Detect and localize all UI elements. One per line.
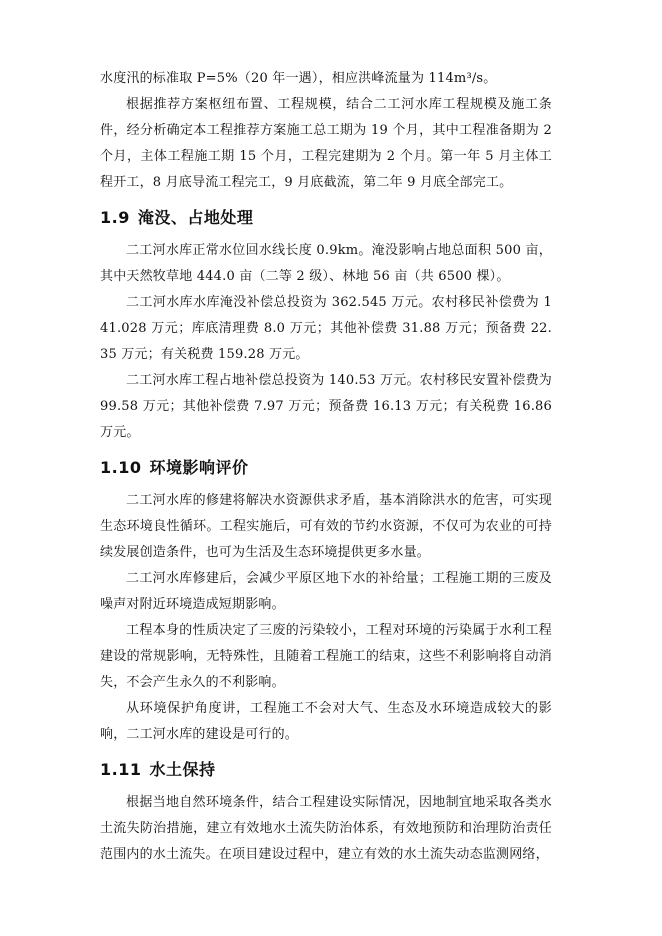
- document-body: [100, 66, 552, 868]
- section-title: 环境影响评价: [149, 458, 249, 477]
- paragraph-construction-schedule: 根据推荐方案枢纽布置、工程规模，结合二工河水库工程规模及施工条件，经分析确定本工程推荐方案施工总工期为 19 个月，其中工程准备期为 2 个月，主体工程施工期 15 个月，工程完建期为 2 个月。第一年 5 月主体工程开工，8 月底导流工程完工，9 月底截流，第二年 9 月底全部完工。: [100, 97, 552, 190]
- section-number: 1.11: [100, 760, 142, 779]
- section-heading-1-11: [100, 754, 552, 786]
- paragraph-inundation-area: 二工河水库正常水位回水线长度 0.9km。淹没影响占地总面积 500 亩，其中天然牧草地 444.0 亩（二等 2 级）、林地 56 亩（共 6500 棵）。: [100, 243, 552, 284]
- section-number: 1.9: [100, 208, 130, 227]
- section-title: 淹没、占地处理: [137, 208, 254, 227]
- section-title: 水土保持: [149, 760, 216, 779]
- section-heading-1-10: [100, 452, 552, 484]
- paragraph-land-compensation: 二工河水库工程占地补偿总投资为 140.53 万元。农村移民安置补偿费为 99.58 万元；其他补偿费 7.97 万元；预备费 16.13 万元；有关税费 16.86 万元。: [100, 373, 552, 440]
- paragraph-environment-conclusion: 从环境保护角度讲，工程施工不会对大气、生态及水环境造成较大的影响，二工河水库的建设是可行的。: [100, 701, 552, 742]
- paragraph-environment-benefit: 二工河水库的修建将解决水资源供求矛盾，基本消除洪水的危害，可实现生态环境良性循环。工程实施后，可有效的节约水资源，不仅可为农业的可持续发展创造条件，也可为生活及生态环境提供更多水量。: [100, 493, 552, 560]
- paragraph-flood-standard: 水度汛的标准取 P=5%（20 年一遇），相应洪峰流量为 114m³/s。: [100, 71, 497, 86]
- paragraph-inundation-compensation: 二工河水库水库淹没补偿总投资为 362.545 万元。农村移民补偿费为 141.028 万元；库底清理费 8.0 万元；其他补偿费 31.88 万元；预备费 22.35 万元；有关税费 159.28 万元。: [100, 295, 552, 362]
- paragraph-pollution-nature: 工程本身的性质决定了三废的污染较小，工程对环境的污染属于水利工程建设的常规影响，无特殊性，且随着工程施工的结束，这些不利影响将自动消失，不会产生永久的不利影响。: [100, 623, 552, 690]
- paragraph-environment-impact: 二工河水库修建后，会减少平原区地下水的补给量；工程施工期的三废及噪声对附近环境造成短期影响。: [100, 571, 552, 612]
- section-heading-1-9: [100, 202, 552, 234]
- paragraph-soil-conservation: 根据当地自然环境条件，结合工程建设实际情况，因地制宜地采取各类水土流失防治措施，建立有效地水土流失防治体系，有效地预防和治理防治责任范围内的水土流失。在项目建设过程中，建立有效的水土流失动态监测网络，: [100, 795, 552, 862]
- section-number: 1.10: [100, 458, 142, 477]
